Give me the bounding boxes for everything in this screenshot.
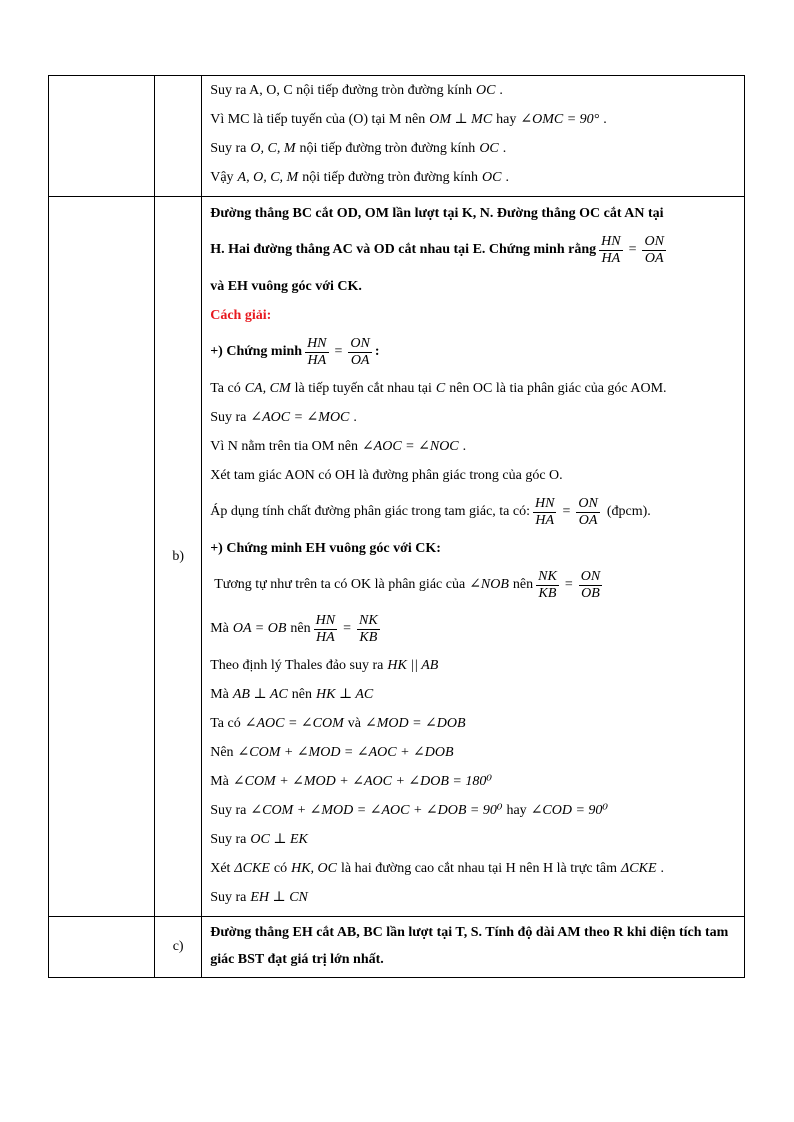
text-line: Ta có CA, CM là tiếp tuyến cắt nhau tại C nên OC là tia phân giác của góc AOM. (210, 380, 667, 396)
part-c-content (202, 917, 745, 978)
part-b-label: b) (155, 197, 202, 917)
text-line: Xét ΔCKE có HK, OC là hai đường cao cắt nhau tại H nên H là trực tâm ΔCKE . (210, 860, 664, 876)
fraction-equation: $\frac{HN}{HA}$ = $\frac{ON}{OA}$ (601, 233, 664, 266)
problem-line: Đường thẳng EH cắt AB, BC lần lượt tại T, S. Tính độ dài AM theo R khi diện tích tam giác BST đạt giá trị lớn nhất. (210, 925, 729, 967)
part-b-content (202, 197, 745, 917)
problem-line: Đường thẳng BC cắt OD, OM lần lượt tại K, N. Đường thẳng OC cắt AN tại (210, 205, 664, 221)
text-line: Vì N nằm trên tia OM nên ∠AOC = ∠NOC . (210, 438, 467, 454)
table-row-part-a-tail (49, 76, 745, 197)
problem-line: và EH vuông góc với CK. (210, 278, 362, 294)
empty-cell (49, 76, 155, 197)
step-title: +) Chứng minh EH vuông góc với CK: (210, 540, 441, 556)
text-line: Vì MC là tiếp tuyến của (O) tại M nên OM ⊥ MC hay ∠OMC = 90° . (210, 111, 607, 127)
text-line: Suy ra A, O, C nội tiếp đường tròn đường kính OC . (210, 82, 503, 98)
text-line: Vậy A, O, C, M nội tiếp đường tròn đường kính OC . (210, 169, 509, 185)
text-line: Theo định lý Thales đảo suy ra HK || AB (210, 657, 439, 673)
text-line: Tương tự như trên ta có OK là phân giác của ∠NOB nên $\frac{NK}{KB}$ = $\frac{ON}{OB}$ (214, 568, 601, 601)
table-row-part-c (49, 917, 745, 978)
text-line: Ta có ∠AOC = ∠COM và ∠MOD = ∠DOB (210, 715, 466, 731)
text-line: Suy ra EH ⊥ CN (210, 889, 308, 905)
text-line: Mà OA = OB nên $\frac{HN}{HA}$ = $\frac{NK}{KB}$ (210, 612, 378, 645)
solution-label: Cách giải: (210, 307, 272, 323)
part-a-tail-content (202, 76, 745, 197)
part-c-label: c) (155, 917, 202, 978)
text-line: Mà ∠COM + ∠MOD + ∠AOC + ∠DOB = 180⁰ (210, 773, 492, 789)
text-line: Nên ∠COM + ∠MOD = ∠AOC + ∠DOB (210, 744, 454, 760)
step-title: +) Chứng minh $\frac{HN}{HA}$ = $\frac{ON}{OA}$ : (210, 335, 380, 368)
text-line: Áp dụng tính chất đường phân giác trong tam giác, ta có: $\frac{HN}{HA}$ = $\frac{ON}{OA}$ (đpcm). (210, 495, 651, 528)
empty-cell (49, 917, 155, 978)
text-line: Mà AB ⊥ AC nên HK ⊥ AC (210, 686, 374, 702)
text-line: Xét tam giác AON có OH là đường phân giác trong của góc O. (210, 467, 563, 483)
empty-cell (49, 197, 155, 917)
problem-line: H. Hai đường thẳng AC và OD cắt nhau tại E. Chứng minh rằng $\frac{HN}{HA}$ = $\frac{ON}{OA}$ (210, 228, 738, 272)
text-line: Suy ra OC ⊥ EK (210, 831, 308, 847)
solution-table (48, 75, 745, 978)
table-row-part-b (49, 197, 745, 917)
text-line: Suy ra O, C, M nội tiếp đường tròn đường kính OC . (210, 140, 507, 156)
empty-label-cell (155, 76, 202, 197)
text-line: Suy ra ∠COM + ∠MOD = ∠AOC + ∠DOB = 90⁰ hay ∠COD = 90⁰ (210, 802, 609, 818)
text-line: Suy ra ∠AOC = ∠MOC . (210, 409, 357, 425)
